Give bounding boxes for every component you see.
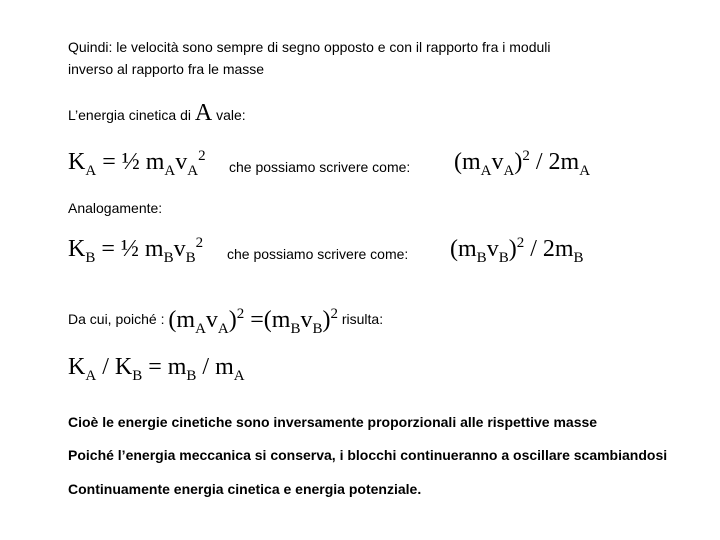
intro-lead: Quindi:	[68, 39, 113, 55]
eq-a-m-sub: A	[164, 162, 176, 179]
eq-b-r-sq: 2	[516, 235, 525, 251]
energy-intro-before: L’energia cinetica di	[68, 107, 195, 123]
ratio-ma-sub: A	[233, 367, 245, 384]
since-b-v: v	[300, 307, 313, 333]
eq-b-sq: 2	[195, 235, 204, 251]
eq-a-r-close: )	[514, 149, 523, 175]
since-b-m-sub: B	[290, 320, 301, 337]
ratio-eq: = m	[142, 354, 187, 380]
eq-b-r-div-sub: B	[573, 249, 584, 266]
eq-a-r-open: (m	[454, 149, 481, 175]
conclusion-line-2: Poiché l’energia meccanica si conserva, i blocchi continueranno a oscillare scambiandosi	[68, 447, 668, 463]
eq-b-m-sub: B	[163, 249, 174, 266]
energy-intro-symbol: A	[194, 100, 213, 126]
eq-a-k-sub: A	[85, 162, 97, 179]
since-a-v-sub: A	[217, 320, 229, 337]
eq-a-r-v-sub: A	[503, 162, 515, 179]
equation-b-rhs	[450, 235, 584, 267]
eq-b-v: v	[173, 236, 186, 262]
intro-line-1	[68, 36, 551, 58]
ratio-mb-sub: B	[186, 367, 197, 384]
since-b-v-sub: B	[312, 320, 323, 337]
ratio-div: / m	[196, 354, 234, 380]
equation-a-note: che possiamo scrivere come:	[229, 159, 411, 175]
ratio-slash: / K	[96, 354, 133, 380]
eq-b-v-sub: B	[185, 249, 196, 266]
eq-a-r-div: / 2m	[529, 149, 580, 175]
eq-a-r-sq: 2	[522, 148, 530, 164]
eq-a-eq: = ½ m	[96, 149, 165, 175]
eq-a-r-div-sub: A	[579, 162, 591, 179]
eq-a-r-m-sub: A	[480, 162, 492, 179]
equation-a-rhs	[454, 148, 590, 180]
equation-a-lhs	[68, 148, 206, 179]
equation-b-lhs	[68, 235, 204, 266]
eq-a-r-v: v	[491, 149, 504, 175]
since-a-v: v	[205, 307, 218, 333]
ratio-ka-sub: A	[85, 367, 97, 384]
energy-intro	[68, 100, 246, 127]
eq-b-k-sub: B	[85, 249, 96, 266]
since-tail: risulta:	[337, 311, 384, 327]
intro-paragraph	[68, 36, 551, 80]
since-a-m-sub: A	[195, 320, 206, 337]
equation-b-note: che possiamo scrivere come:	[227, 246, 409, 262]
since-b-close: )	[322, 307, 331, 333]
analog-label: Analogamente:	[68, 200, 163, 216]
equation-a-row	[68, 148, 591, 180]
eq-a-k: K	[68, 149, 86, 175]
eq-b-r-m-sub: B	[476, 249, 487, 266]
eq-b-r-close: )	[508, 236, 517, 262]
intro-line-2: inverso al rapporto fra le masse	[68, 61, 265, 77]
eq-b-eq: = ½ m	[95, 236, 164, 262]
since-a-close: )	[228, 307, 237, 333]
equation-b-row	[68, 235, 584, 267]
since-lead: Da cui, poiché :	[68, 311, 169, 327]
since-b-sq: 2	[330, 306, 338, 322]
conclusion-line-1: Cioè le energie cinetiche sono inversamente proporzionali alle rispettive masse	[68, 414, 598, 430]
eq-b-r-open: (m	[450, 236, 477, 262]
ratio-ka: K	[68, 354, 86, 380]
eq-b-r-div: / 2m	[524, 236, 574, 262]
eq-b-r-v-sub: B	[498, 249, 509, 266]
conclusion-line-3: Continuamente energia cinetica e energia potenziale.	[68, 481, 422, 497]
eq-b-r-v: v	[486, 236, 499, 262]
eq-a-v: v	[175, 149, 188, 175]
eq-a-sq: 2	[198, 148, 206, 164]
ratio-kb-sub: B	[132, 367, 143, 384]
since-eq: =(m	[244, 307, 291, 333]
intro-text-1: le velocità sono sempre di segno opposto e con il rapporto fra i moduli	[112, 39, 551, 55]
since-a-open: (m	[168, 307, 196, 333]
since-a-sq: 2	[236, 306, 245, 322]
energy-intro-after: vale:	[212, 107, 246, 123]
eq-a-v-sub: A	[187, 162, 199, 179]
ratio-equation	[68, 354, 245, 385]
eq-b-k: K	[68, 236, 86, 262]
since-equation	[168, 306, 338, 337]
since-row	[68, 306, 383, 338]
